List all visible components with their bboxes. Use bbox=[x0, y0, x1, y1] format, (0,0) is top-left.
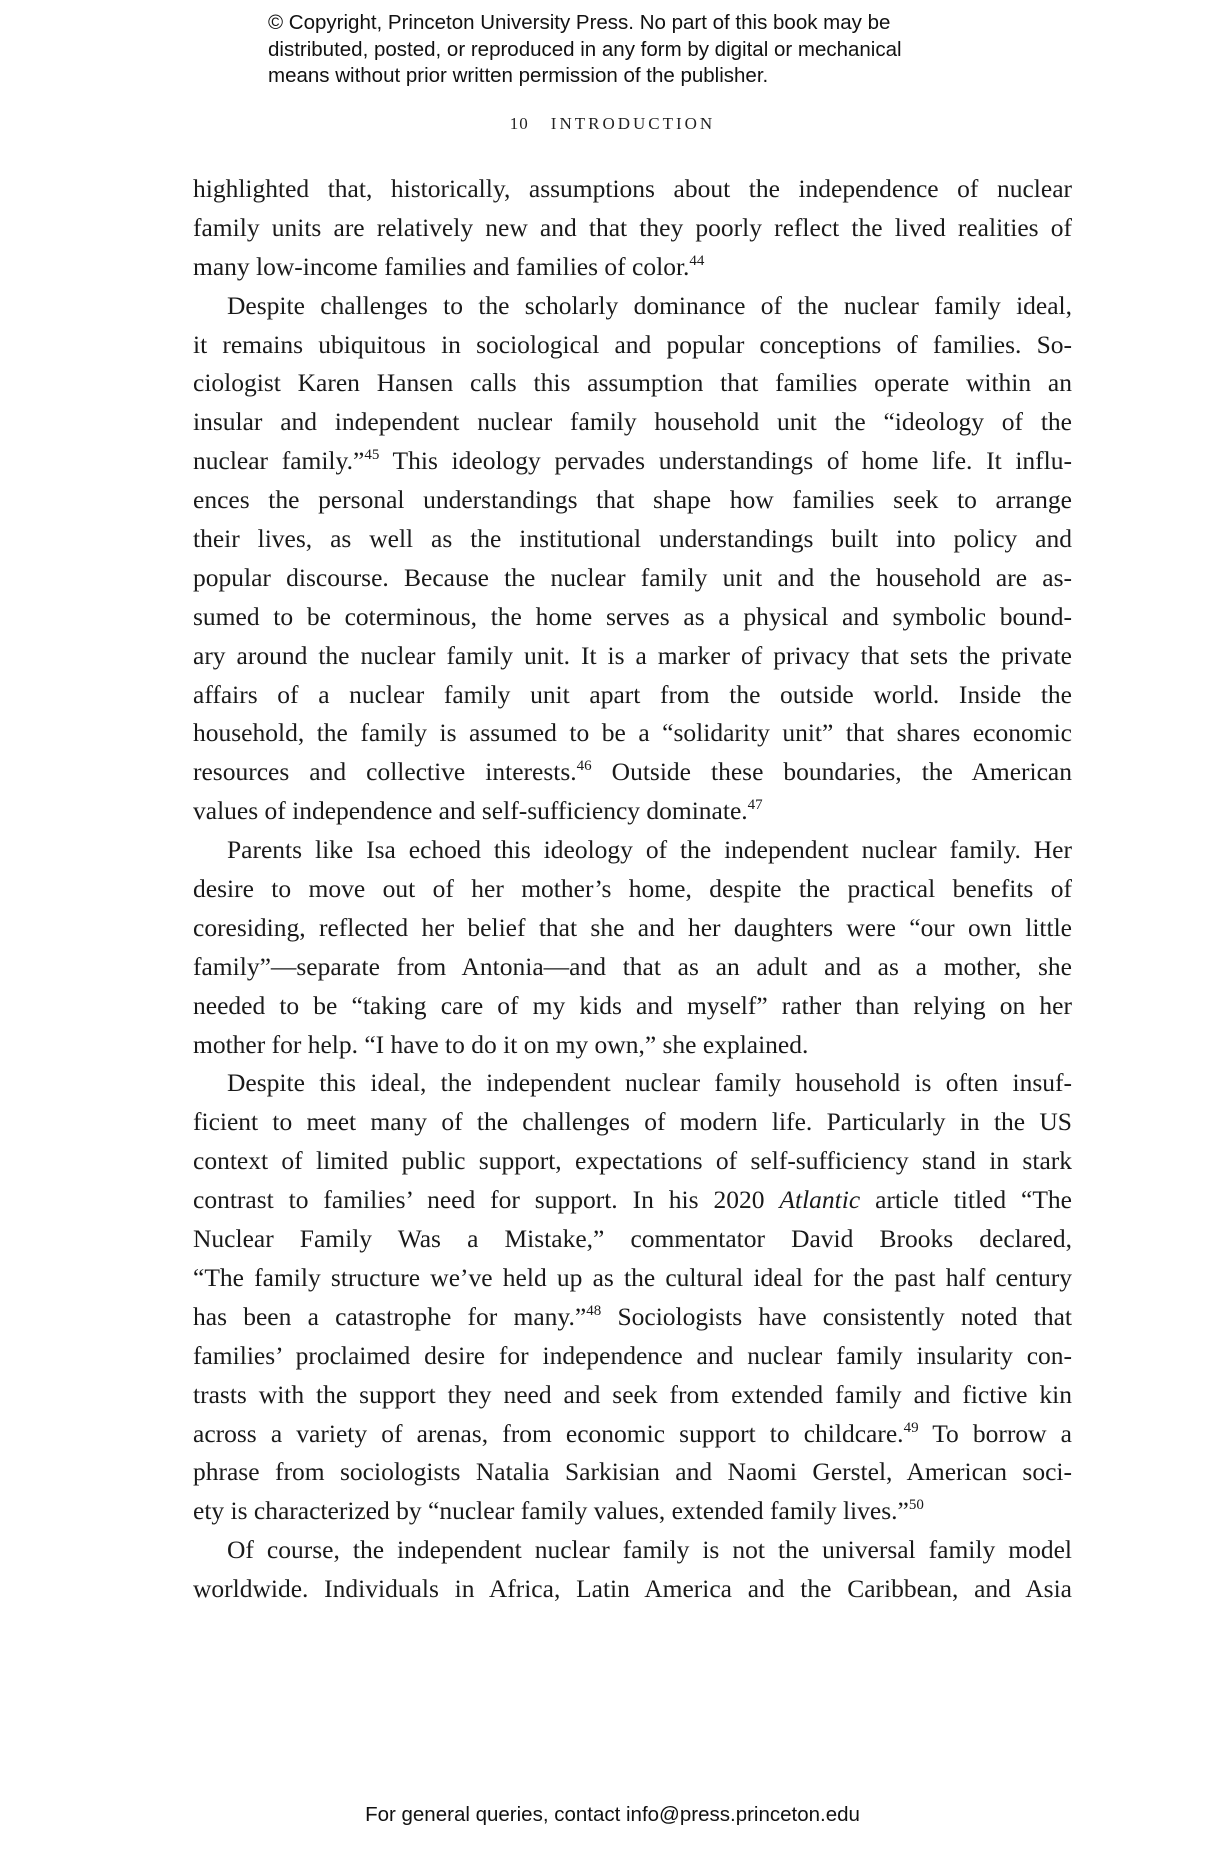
copyright-notice bbox=[268, 10, 902, 90]
text-span: Outside these boundaries, the American bbox=[591, 757, 1072, 787]
text-span: coresiding, reflected her belief that she and her daughters were “our own little bbox=[193, 912, 1072, 942]
footnote-reference[interactable]: 47 bbox=[747, 797, 763, 814]
text-span: article titled “The bbox=[860, 1185, 1072, 1215]
text-span: phrase from sociologists Natalia Sarkisian and Naomi Gerstel, American soci- bbox=[193, 1457, 1072, 1487]
text-line bbox=[193, 520, 1072, 559]
text-line bbox=[193, 287, 1072, 326]
text-line bbox=[193, 326, 1072, 365]
text-line bbox=[193, 403, 1072, 442]
text-span: mother for help. “I have to do it on my own,” she explained. bbox=[193, 1029, 809, 1059]
text-line bbox=[193, 248, 1072, 287]
text-span: To borrow a bbox=[918, 1418, 1072, 1448]
text-line bbox=[193, 1531, 1072, 1570]
text-span: worldwide. Individuals in Africa, Latin America and the Caribbean, and Asia bbox=[193, 1574, 1072, 1604]
footnote-reference[interactable]: 48 bbox=[586, 1302, 602, 1319]
text-span: it remains ubiquitous in sociological and popular conceptions of families. So- bbox=[193, 329, 1072, 359]
text-line bbox=[193, 1415, 1072, 1454]
text-line bbox=[193, 831, 1072, 870]
text-line bbox=[193, 1181, 1072, 1220]
text-span: ciologist Karen Hansen calls this assumption that families operate within an bbox=[193, 368, 1072, 398]
text-span: resources and collective interests. bbox=[193, 757, 577, 787]
text-span: nuclear family.” bbox=[193, 446, 365, 476]
text-line bbox=[193, 1570, 1072, 1609]
page-number: 10 bbox=[509, 114, 529, 133]
text-line bbox=[193, 1298, 1072, 1337]
body-text bbox=[193, 170, 1072, 1609]
text-span: insular and independent nuclear family household unit the “ideology of the bbox=[193, 407, 1072, 437]
text-line bbox=[193, 1220, 1072, 1259]
text-line bbox=[193, 559, 1072, 598]
italic-text: Atlantic bbox=[779, 1185, 861, 1215]
text-span: contrast to families’ need for support. In his 2020 bbox=[193, 1185, 780, 1215]
text-span: sumed to be coterminous, the home serves as a physical and symbolic bound- bbox=[193, 601, 1072, 631]
footer-contact: For general queries, contact info@press.princeton.edu bbox=[365, 1803, 860, 1826]
text-span: values of independence and self-sufficiency dominate. bbox=[193, 796, 748, 826]
text-span: Sociologists have consistently noted that bbox=[601, 1301, 1072, 1331]
footnote-reference[interactable]: 49 bbox=[903, 1419, 919, 1436]
text-span: Nuclear Family Was a Mistake,” commentator David Brooks declared, bbox=[193, 1224, 1072, 1254]
text-span: family”—separate from Antonia—and that as an adult and as a mother, she bbox=[193, 951, 1072, 981]
text-span: family units are relatively new and that they poorly reflect the lived realities of bbox=[193, 212, 1072, 242]
text-span: desire to move out of her mother’s home, despite the practical benefits of bbox=[193, 874, 1072, 904]
footnote-reference[interactable]: 45 bbox=[364, 447, 380, 464]
text-line bbox=[193, 909, 1072, 948]
text-line bbox=[193, 1026, 1072, 1065]
footnote-reference[interactable]: 44 bbox=[689, 252, 705, 269]
text-line bbox=[193, 481, 1072, 520]
text-line bbox=[193, 753, 1072, 792]
text-line bbox=[193, 637, 1072, 676]
text-line bbox=[193, 1337, 1072, 1376]
text-line bbox=[193, 442, 1072, 481]
text-line bbox=[193, 676, 1072, 715]
text-span: families’ proclaimed desire for independence and nuclear family insularity con- bbox=[193, 1340, 1072, 1370]
text-span: across a variety of arenas, from economic support to childcare. bbox=[193, 1418, 904, 1448]
copyright-line: © Copyright, Princeton University Press. No part of this book may be bbox=[268, 11, 891, 34]
text-line bbox=[193, 1492, 1072, 1531]
text-span: their lives, as well as the institutional understandings built into policy and bbox=[193, 524, 1072, 554]
text-line bbox=[193, 1453, 1072, 1492]
text-line bbox=[193, 987, 1072, 1026]
text-span: many low-income families and families of color. bbox=[193, 251, 690, 281]
text-span: ety is characterized by “nuclear family values, extended family lives.” bbox=[193, 1496, 909, 1526]
text-span: Parents like Isa echoed this ideology of the independent nuclear family. Her bbox=[227, 835, 1072, 865]
text-span: needed to be “taking care of my kids and myself” rather than relying on her bbox=[193, 990, 1072, 1020]
copyright-line: means without prior written permission of the publisher. bbox=[268, 64, 769, 87]
text-span: household, the family is assumed to be a “solidarity unit” that shares economic bbox=[193, 718, 1072, 748]
text-line bbox=[193, 364, 1072, 403]
text-line bbox=[193, 598, 1072, 637]
text-line bbox=[193, 1259, 1072, 1298]
text-line bbox=[193, 209, 1072, 248]
text-span: highlighted that, historically, assumptions about the independence of nuclear bbox=[193, 174, 1072, 203]
text-span: has been a catastrophe for many.” bbox=[193, 1301, 587, 1331]
text-span: ences the personal understandings that shape how families seek to arrange bbox=[193, 485, 1072, 515]
text-line bbox=[193, 1142, 1072, 1181]
text-line bbox=[193, 170, 1072, 209]
text-span: context of limited public support, expectations of self-sufficiency stand in stark bbox=[193, 1146, 1072, 1176]
text-span: Of course, the independent nuclear family is not the universal family model bbox=[227, 1535, 1072, 1565]
text-span: ficient to meet many of the challenges of modern life. Particularly in the US bbox=[193, 1107, 1072, 1137]
text-line bbox=[193, 870, 1072, 909]
footnote-reference[interactable]: 46 bbox=[576, 758, 592, 775]
footnote-reference[interactable]: 50 bbox=[908, 1497, 924, 1514]
running-head bbox=[0, 114, 1225, 134]
text-span: “The family structure we’ve held up as the cultural ideal for the past half century bbox=[193, 1262, 1072, 1292]
text-span: ary around the nuclear family unit. It is a marker of privacy that sets the private bbox=[193, 640, 1072, 670]
text-span: Despite challenges to the scholarly dominance of the nuclear family ideal, bbox=[227, 290, 1072, 320]
text-line bbox=[193, 714, 1072, 753]
text-span: This ideology pervades understandings of home life. It influ- bbox=[379, 446, 1072, 476]
text-line bbox=[193, 792, 1072, 831]
copyright-line: distributed, posted, or reproduced in any form by digital or mechanical bbox=[268, 37, 902, 61]
chapter-title: INTRODUCTION bbox=[550, 114, 716, 133]
text-span: popular discourse. Because the nuclear family unit and the household are as- bbox=[193, 562, 1072, 592]
text-span: affairs of a nuclear family unit apart from the outside world. Inside the bbox=[193, 679, 1072, 709]
text-line bbox=[193, 948, 1072, 987]
text-line bbox=[193, 1064, 1072, 1103]
text-span: Despite this ideal, the independent nuclear family household is often insuf- bbox=[227, 1068, 1072, 1098]
text-line bbox=[193, 1376, 1072, 1415]
text-line bbox=[193, 1103, 1072, 1142]
text-span: trasts with the support they need and seek from extended family and fictive kin bbox=[193, 1379, 1072, 1409]
